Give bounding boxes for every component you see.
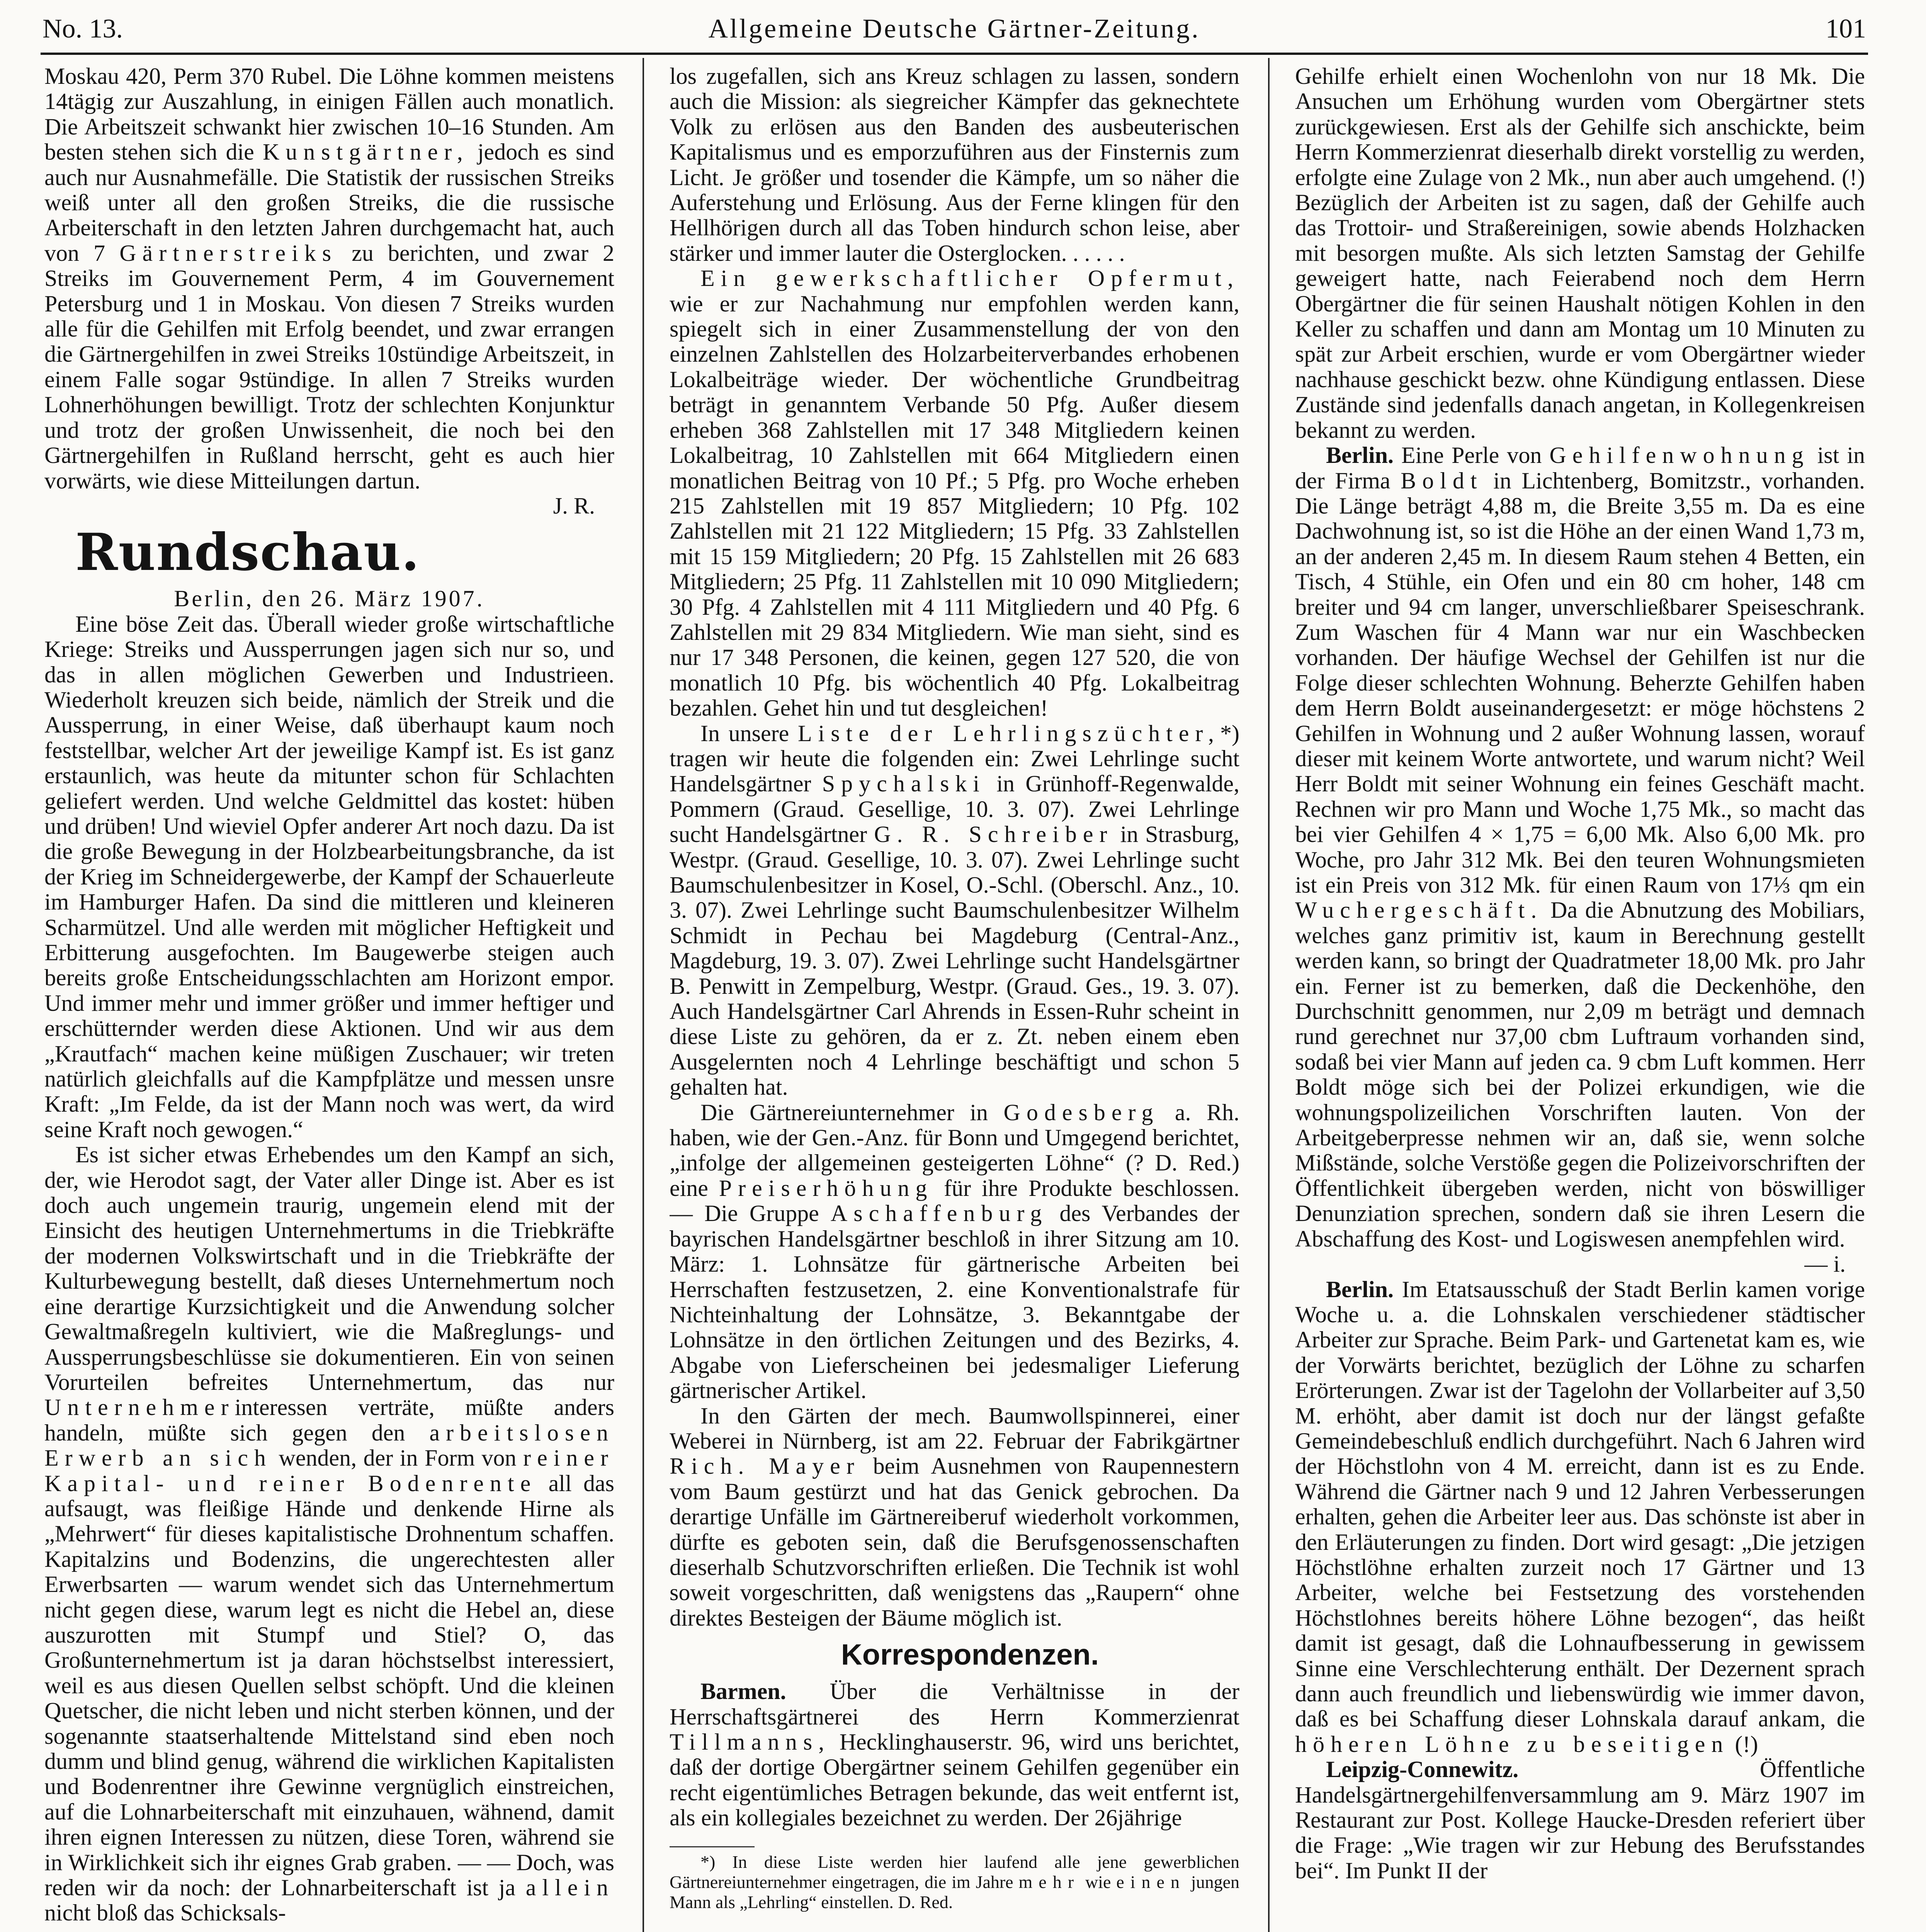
paragraph: Barmen. Über die Verhältnisse in der Herrschaftsgärtnerei des Herrn Kommerzienrat Tillmanns, Hecklinghauserstr. 96, wird uns berichtet, daß der dortige Obergärtner seinem Gehilfen gegenüber ein recht eigentümliches Betragen bekunde, das weit entfernt ist, als ein kollegiales bezeichnet zu werden. Der 26jährige: [670, 1679, 1239, 1831]
emphasis: höheren Löhne zu beseitigen: [1295, 1731, 1729, 1757]
place-name: Leipzig-Connewitz.: [1326, 1757, 1519, 1782]
emphasis: Boldt: [1401, 468, 1483, 493]
paragraph: Berlin. Im Etatsausschuß der Stadt Berlin kamen vorige Woche u. a. die Lohnskalen verschiedener städtischer Arbeiter zur Sprache. Beim Park- und Gartenetat kam es, wie der Vorwärts berichtet, bezüglich der Löhne zu scharfen Erörterungen. Zwar ist der Tagelohn der Vollarbeiter auf 3,50 M. erhöht, aber damit ist doch nur der längst gefaßte Gemeindebeschluß endlich durchgeführt. Nach 6 Jahren wird der Höchstlohn von 4 M. erreicht, dann ist es zu Ende. Während die Gärtner nach 9 und 12 Jahren Verbesserungen erhalten, gehen die Arbeiter leer aus. Das schönste ist aber in den Erläuterungen zu finden. Dort wird gesagt: „Die jetzigen Höchstlöhne erhalten zurzeit noch 17 Gärtner und 13 Arbeiter, welche bei Festsetzung des vorstehenden Höchstlohnes bereits höhere Löhne bezogen“, das heißt damit ist gesagt, daß die Lohnaufbesserung in gewissem Sinne eine Verschlechterung enthält. Der Dezernent sprach dann auch freundlich und liebenswürdig wie immer davon, daß es bei Schaffung dieser Lohnskala darauf ankam, die höheren Löhne zu beseitigen (!): [1295, 1276, 1865, 1757]
emphasis: Unternehmer: [44, 1395, 235, 1420]
footnote: *) In diese Liste werden hier laufend alle jene gewerblichen Gärtnereiunternehmer eingetragen, die im Jahre mehr wie einen jungen Mann als „Lehrling“ einstellen. D. Red.: [670, 1852, 1239, 1912]
emphasis: Godesberg: [1003, 1099, 1159, 1125]
column-2: [670, 64, 1239, 1932]
paragraph: Ein gewerkschaftlicher Opfermut, wie er zur Nachahmung nur empfohlen werden kann, spiegelt sich in einer Zusammenstellung der von den einzelnen Zahlstellen des Holzarbeiterverbandes erhobenen Lokalbeiträge wieder. Der wöchentliche Grundbeitrag beträgt in genanntem Verbande 50 Pfg. Außer diesem erheben 368 Zahlstellen mit 17 348 Mitgliedern keinen Lokalbeitrag, 10 Zahlstellen mit 664 Mitgliedern einen monatlichen Beitrag von 10 Pf.; 5 Pfg. pro Woche erheben 215 Zahlstellen mit 19 857 Mitgliedern; 10 Pfg. 102 Zahlstellen mit 21 122 Mitgliedern; 15 Pfg. 33 Zahlstellen mit 15 159 Mitgliedern; 20 Pfg. 15 Zahlstellen mit 26 683 Mitgliedern; 25 Pfg. 11 Zahlstellen mit 10 090 Mitgliedern; 30 Pfg. 4 Zahlstellen mit 4 111 Mitgliedern und 40 Pfg. 6 Zahlstellen mit 29 834 Mitgliedern. Wie man sieht, sind es nur 17 348 Personen, die keinen, gegen 127 520, die von monatlich 10 Pfg. bis wöchentlich 40 Pfg. Lokalbeitrag bezahlen. Gehet hin und tut desgleichen!: [670, 265, 1239, 721]
header-rule: [41, 53, 1868, 55]
emphasis: Ein gewerkschaftlicher Opfermut,: [700, 265, 1239, 291]
paragraph: Die Gärtnereiunternehmer in Godesberg a. Rh. haben, wie der Gen.-Anz. für Bonn und Umgegend berichtet, „infolge der allgemeinen gesteigerten Löhne“ (? D. Red.) eine Preiserhöhung für ihre Produkte beschlossen. — Die Gruppe Aschaffenburg des Verbandes der bayrischen Handelsgärtner beschloß in ihrer Sitzung am 10. März: 1. Lohnsätze für gärtnerische Arbeiten bei Herrschaften festzusetzen, 2. eine Konventionalstrafe für Nichteinhaltung der Lohnsätze, 3. Bekanntgabe der Lohnsätze in den örtlichen Zeitungen und des Bezirks, 4. Abgabe von Lieferscheinen bei jedesmaliger Lieferung gärtnerischer Artikel.: [670, 1099, 1239, 1403]
paragraph: In den Gärten der mech. Baumwollspinnerei, einer Weberei in Nürnberg, ist am 22. Februar der Fabrikgärtner Rich. Mayer beim Ausnehmen von Raupennestern vom Baum gestürzt und hat das Genick gebrochen. Da derartige Unfälle im Gärtnereiberuf wiederholt vorkommen, dürfte es geboten sein, daß die Berufsgenossenschaften dieserhalb Schutzvorschriften erließen. Die Technik ist wohl soweit vorgeschritten, daß wenigstens das „Raupern“ ohne direktes Besteigen der Bäume möglich ist.: [670, 1403, 1239, 1631]
author-signature: — i.: [1804, 1251, 1846, 1277]
emphasis: Rich. Mayer: [670, 1453, 860, 1479]
emphasis: Preiserhöhung: [719, 1175, 933, 1201]
place-name: Barmen.: [700, 1679, 786, 1704]
page-number: 101: [1826, 14, 1866, 44]
emphasis: Tillmanns,: [670, 1729, 831, 1755]
paragraph: Es ist sicher etwas Erhebendes um den Kampf an sich, der, wie Herodot sagt, der Vater aller Dinge ist. Aber es ist doch auch ungemein traurig, ungemein elend mit der Einsicht des heutigen Unternehmertums in die Triebkräfte der modernen Volkswirtschaft und in die Triebkräfte der Kulturbewegung bestellt, daß dieses Unternehmertum noch eine derartige Kurzsichtigkeit und die Anwendung solcher Gewaltmaßregeln kultiviert, wie die Maßreglungs- und Aussperrungsbeschlüsse sie dokumentieren. Ein von seinen Vorurteilen befreites Unternehmertum, das nur Unternehmerinteressen verträte, müßte anders handeln, müßte sich gegen den arbeitslosen Erwerb an sich wenden, der in Form von reiner Kapital- und reiner Bodenrente all das aufsaugt, was fleißige Hände und denkende Hirne als „Mehrwert“ für dieses kapitalistische Drohnentum schaffen. Kapitalzins und Bodenzins, die ungerechtesten aller Erwerbsarten — warum wendet sich das Unternehmertum nicht gegen diese, warum legt es nicht die Hebel an, diese auszurotten mit Stumpf und Stiel? O, das Großunternehmertum ist ja daran höchstselbst interessiert, weil es aus diesen Quellen selbst schöpft. Und die kleinen Quetscher, die nicht leben und nicht sterben können, und der sogenannte staatserhaltende Mittelstand sind eben noch dumm und blind genug, während die wirklichen Kapitalisten und Bodenrentner ihre Gewinne vergnüglich einstreichen, auf die Lohnarbeiterschaft mit einzuhauen, wähnend, damit ihren eignen Interessen zu nützen, diese Toren, während sie in Wirklichkeit sich ihr eignes Grab graben. — — Doch, was reden wir da noch: der Lohnarbeiterschaft ist ja allein nicht bloß das Schicksals-: [44, 1142, 614, 1926]
dateline: Berlin, den 26. März 1907.: [174, 586, 485, 612]
paragraph: Moskau 420, Perm 370 Rubel. Die Löhne kommen meistens 14tägig zur Auszahlung, in einigen Fällen auch monatlich. Die Arbeitszeit schwankt hier zwischen 10–16 Stunden. Am besten stehen sich die Kunstgärtner, jedoch es sind auch nur Ausnahmefälle. Die Statistik der russischen Streiks weiß unter all den großen Streiks, die die russische Arbeiterschaft in den letzten Jahren durchgemacht hat, auch von 7 Gärtnerstreiks zu berichten, und zwar 2 Streiks im Gouvernement Perm, 4 im Gouvernement Petersburg und 1 in Moskau. Von diesen 7 Streiks wurden alle für die Gehilfen mit Erfolg beendet, und zwar errangen die Gärtnergehilfen in zwei Streiks 10stündige Arbeitszeit, in einem Falle sogar 9stündige. In allen 7 Streiks wurden Lohnerhöhungen bewilligt. Trotz der schlechten Konjunktur und trotz der großen Unwissenheit, die noch bei den Gärtnergehilfen in Rußland herrscht, geht es auch hier vorwärts, wie diese Mitteilungen dartun.: [44, 64, 614, 493]
emphasis: arbeitslosen Erwerb an sich: [44, 1420, 614, 1471]
issue-number: No. 13.: [42, 14, 123, 44]
emphasis: allein: [525, 1875, 614, 1901]
paragraph: los zugefallen, sich ans Kreuz schlagen zu lassen, sondern auch die Mission: als siegreicher Kämpfer das geknechtete Volk zu erlösen aus den Banden des ausbeuterischen Kapitalismus und es emporzuführen aus der Finsternis zum Licht. Je größer und tosender die Kämpfe, um so näher die Auferstehung und Erlösung. Aus der Ferne klingen für den Hellhörigen durch all das Toben hindurch schon leise, aber stärker und immer lauter die Osterglocken. . . . . .: [670, 64, 1239, 266]
page-header: [42, 9, 1866, 49]
footnote-rule: [670, 1846, 755, 1847]
place-name: Berlin.: [1326, 442, 1394, 468]
paragraph: Gehilfe erhielt einen Wochenlohn von nur 18 Mk. Die Ansuchen um Erhöhung wurden vom Obergärtner stets zurückgewiesen. Erst als der Gehilfe sich anschickte, beim Herrn Kommerzienrat dieserhalb direkt vorstellig zu werden, erfolgte eine Zulage von 2 Mk., nun aber auch umgehend. (!) Bezüglich der Arbeiten ist zu sagen, daß der Gehilfe auch das Trottoir- und Straßereinigen, sowie abends Holzhacken mit besorgen mußte. Als sich letzten Samstag der Gehilfe geweigert hatte, nach Feierabend noch dem Herrn Obergärtner die für seinen Haushalt nötigen Kohlen in den Keller zu schaffen und dann am Montag um 10 Minuten zu spät zur Arbeit erschien, wurde er vom Obergärtner wieder nachhause geschickt bezw. ohne Kündigung entlassen. Diese Zustände sind jedenfalls danach angetan, in Kollegenkreisen bekannt zu werden.: [1295, 64, 1865, 443]
newspaper-title: Allgemeine Deutsche Gärtner-Zeitung.: [708, 14, 1200, 44]
emphasis: Gärtnerstreiks: [119, 240, 338, 266]
author-signature: J. R.: [553, 493, 595, 519]
emphasis: Wuchergeschäft.: [1295, 897, 1543, 923]
emphasis: mehr: [1018, 1872, 1080, 1892]
section-heading-rundschau: Rundschau.: [75, 522, 420, 583]
emphasis: G. R. Schreiber: [874, 821, 1113, 847]
emphasis: Spychalski: [822, 771, 986, 797]
column-1: [44, 64, 614, 1932]
paragraph: Eine böse Zeit das. Überall wieder große wirtschaftliche Kriege: Streiks und Aussperrungen jagen sich nur so, und das in allen möglichen Gewerben und Industrieen. Wiederholt kreuzen sich beide, nämlich der Streik und die Aussperrung, in einer Weise, daß überhaupt kaum noch feststellbar, welcher Art der jeweilige Kampf ist. Es ist ganz erstaunlich, was heute da mitunter schon für Schlachten geliefert werden. Und welche Geldmittel das kostet: hüben und drüben! Und wieviel Opfer anderer Art noch dazu. Da ist die große Bewegung in der Holzbearbeitungsbranche, da ist der Krieg im Schneidergewerbe, der Kampf der Schauerleute im Hamburger Hafen. Da sind die mittleren und kleineren Scharmützel. Und alle werden mit möglicher Heftigkeit und Erbitterung ausgefochten. Im Baugewerbe steigen auch bereits große Entscheidungsschlachten am Horizont empor. Und immer mehr und immer größer und immer heftiger und erschütternder werden diese Aktionen. Und wir aus dem „Krautfach“ machen keine müßigen Zuschauer; wir treten natürlich gleichfalls auf die Kampfplätze und messen unsre Kraft: „Im Felde, da ist der Mann noch was wert, da wird seine Kraft noch gewogen.“: [44, 611, 614, 1142]
emphasis: reiner Kapital- und reiner Bodenrente: [44, 1445, 614, 1496]
column-rule-2: [1268, 58, 1270, 1932]
emphasis: Gehilfenwohnung: [1549, 442, 1810, 468]
section-heading-korrespondenzen: Korrespondenzen.: [841, 1638, 1099, 1672]
paragraph: Berlin. Eine Perle von Gehilfenwohnung ist in der Firma Boldt in Lichtenberg, Bomitzstr., vorhanden. Die Länge beträgt 4,88 m, die Breite 3,55 m. Da es eine Dachwohnung ist, so ist die Höhe an der einen Wand 1,73 m, an der anderen 2,45 m. In diesem Raum stehen 4 Betten, ein Tisch, 4 Stühle, ein Ofen und ein 80 cm hoher, 148 cm breiter und 94 cm langer, unverschließbarer Speiseschrank. Zum Waschen für 4 Mann war nur ein Waschbecken vorhanden. Der häufige Wechsel der Gehilfen ist nur die Folge dieser schlechten Wohnung. Beherzte Gehilfen haben dem Herrn Boldt auseinandergesetzt: er möge höchstens 2 Gehilfen in Wohnung und 2 außer Wohnung lassen, worauf dieser mit keinem Worte antwortete, und warum nicht? Weil Herr Boldt mit seiner Wohnung ein feines Geschäft macht. Rechnen wir pro Mann und Woche 1,75 Mk., so macht das bei vier Gehilfen 4 × 1,75 = 6,00 Mk. Also 6,00 Mk. pro Woche, pro Jahr 312 Mk. Bei den teuren Wohnungsmieten ist ein Preis von 312 Mk. für einen Raum von 17⅓ qm ein Wuchergeschäft. Da die Abnutzung des Mobiliars, welches ganz primitiv ist, kaum in Berechnung gestellt werden kann, so bringt der Quadratmeter 18,00 Mk. pro Jahr ein. Ferner ist zu bemerken, daß die Deckenhöhe, den Durchschnitt genommen, nur 2,09 m beträgt und demnach rund gerechnet nur 37,00 cbm Luftraum vorhanden sind, sodaß bei vier Mann auf jeden ca. 9 cbm Luft kommen. Herr Boldt möge sich bei der Polizei erkundigen, wie die wohnungspolizeilichen Vorschriften lauten. Von der Arbeitgeberpresse nehmen wir an, daß sie, wenn solche Mißstände, solche Verstöße gegen die Polizeivorschriften der Öffentlichkeit übergeben werden, nicht von böswilliger Denunziation sprechen, sondern daß sie ihren Lesern die Abschaffung des Kost- und Logiswesen anempfehlen wird.: [1295, 442, 1865, 1252]
emphasis: Liste der Lehrlingszüchter,: [797, 720, 1221, 746]
column-3: [1295, 64, 1865, 1932]
paragraph: In unsere Liste der Lehrlingszüchter,*) tragen wir heute die folgenden ein: Zwei Lehrlinge sucht Handelsgärtner Spychalski in Grünhoff-Regenwalde, Pommern (Graud. Gesellige, 10. 3. 07). Zwei Lehrlinge sucht Handelsgärtner G. R. Schreiber in Strasburg, Westpr. (Graud. Gesellige, 10. 3. 07). Zwei Lehrlinge sucht Baumschulenbesitzer in Kosel, O.-Schl. (Oberschl. Anz., 10. 3. 07). Zwei Lehrlinge sucht Baumschulenbesitzer Wilhelm Schmidt in Pechau bei Magdeburg (Central-Anz., Magdeburg, 19. 3. 07). Zwei Lehrlinge sucht Handelsgärtner B. Penwitt in Zempelburg, Westpr. (Graud. Ges., 19. 3. 07). Auch Handelsgärtner Carl Ahrends in Essen-Ruhr scheint in diese Liste zu gehören, da er z. Zt. neben einem eben Ausgelernten noch 4 Lehrlinge beschäftigt und schon 5 gehalten hat.: [670, 720, 1239, 1100]
place-name: Berlin.: [1326, 1276, 1394, 1302]
footnote-signature: D. Red.: [898, 1892, 953, 1912]
emphasis: einen: [1116, 1872, 1186, 1892]
emphasis: Kunstgärtner,: [262, 139, 469, 165]
paragraph: Leipzig-Connewitz. Öffentliche Handelsgärtnergehilfenversammlung am 9. März 1907 im Restaurant zur Post. Kollege Haucke-Dresden referiert über die Frage: „Wie tragen wir zur Hebung des Berufsstandes bei“. Im Punkt II der: [1295, 1757, 1865, 1883]
emphasis: Aschaffenburg: [830, 1201, 1048, 1226]
column-rule-1: [643, 58, 644, 1932]
